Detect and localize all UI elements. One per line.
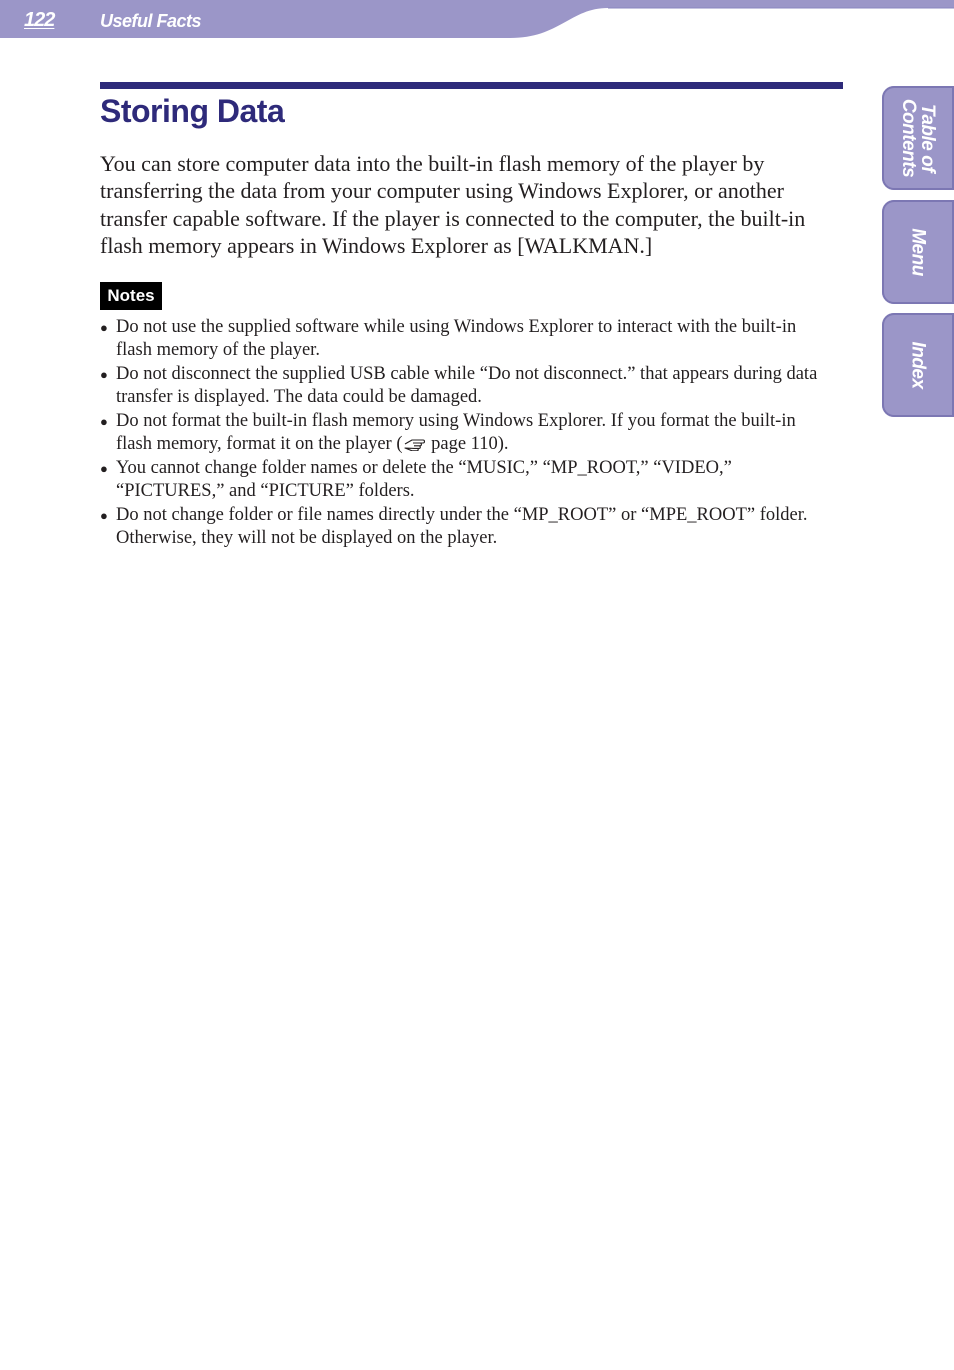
bullet-icon: ● <box>100 413 108 429</box>
tab-table-of-contents[interactable] <box>882 86 954 190</box>
note-text: Do not change folder or file names directly under the “MP_ROOT” or “MPE_ROOT” folder. Otherwise, they will not be displayed on the player. <box>116 504 808 548</box>
note-item <box>100 363 835 410</box>
tab-menu[interactable] <box>882 200 954 304</box>
note-text: Do not use the supplied software while using Windows Explorer to interact with the built-in flash memory of the player. <box>116 317 797 361</box>
tab-table-of-contents-label <box>899 99 937 177</box>
note-item <box>100 316 835 363</box>
tab-toc-line-1: Table of <box>917 103 938 173</box>
bullet-icon: ● <box>100 320 108 335</box>
note-item <box>100 410 835 457</box>
section-name: Useful Facts <box>100 11 202 31</box>
title-rule <box>100 82 843 89</box>
tab-menu-label: Menu <box>907 228 929 276</box>
tab-index-label: Index <box>907 341 929 389</box>
bullet-icon: ● <box>100 366 108 382</box>
note-text: Do not disconnect the supplied USB cable while “Do not disconnect.” that appears during data transfer is displayed. The data could be damaged. <box>116 363 818 408</box>
note-text: You cannot change folder names or delete the “MUSIC,” “MP_ROOT,” “VIDEO,” “PICTURES,” and “PICTURE” folders. <box>116 457 732 501</box>
page-number: 122 <box>24 9 55 31</box>
intro-paragraph: You can store computer data into the built-in flash memory of the player by transferring the data from your computer using Windows Explorer, or another transfer capable software. If the player is connected to the computer, the built-in flash memory appears in Windows Explorer as [WALKMAN.] <box>100 151 806 258</box>
note-text-before: Do not format the built-in flash memory using Windows Explorer. If you format the built-in flash memory, format it on the player ( <box>116 410 796 455</box>
note-item <box>100 457 835 504</box>
notes-label: Notes <box>100 282 162 310</box>
header-band <box>0 0 954 40</box>
pointing-hand-icon[interactable] <box>404 437 426 451</box>
bullet-icon: ● <box>100 460 108 476</box>
note-item <box>100 504 835 551</box>
tab-toc-line-2: Contents <box>898 98 919 178</box>
bullet-icon: ● <box>100 507 108 523</box>
note-text-after[interactable]: page 110). <box>426 434 509 455</box>
tab-index[interactable] <box>882 313 954 417</box>
page-title: Storing Data <box>100 93 285 129</box>
notes-list <box>100 316 835 550</box>
